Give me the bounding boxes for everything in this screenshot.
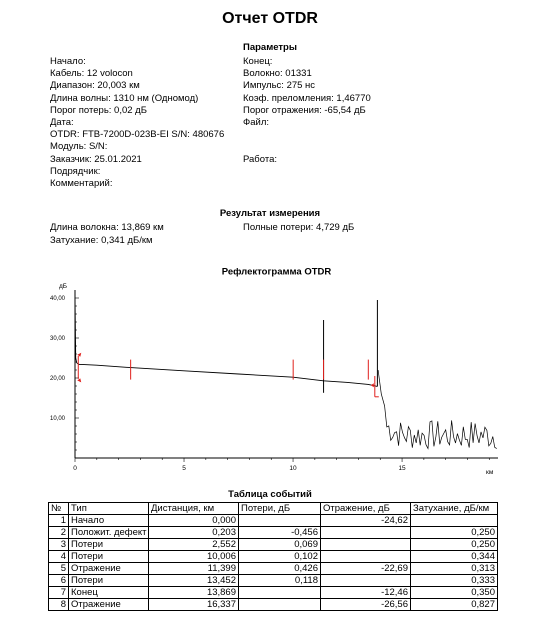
param-right-1: Волокно: 01331 xyxy=(243,68,312,80)
param-right-8: Работа: xyxy=(243,153,277,165)
param-left-0: Начало: xyxy=(50,56,86,67)
table-cell: 0,000 xyxy=(149,515,239,527)
events-heading: Таблица событий xyxy=(228,489,312,500)
table-cell: 0,333 xyxy=(411,575,498,587)
param-left-8: Заказчик: 25.01.2021 xyxy=(50,153,142,165)
table-cell: -26,56 xyxy=(321,599,411,611)
table-cell: 1 xyxy=(49,515,69,527)
table-cell xyxy=(321,527,411,539)
param-left-6: OTDR: FTB-7200D-023B-EI S/N: 480676 xyxy=(50,129,225,141)
trace-line xyxy=(75,298,377,386)
events-col-header: Дистанция, км xyxy=(149,503,239,515)
table-cell: 5 xyxy=(49,563,69,575)
y-tick-label: 40,00 xyxy=(50,296,66,302)
table-cell xyxy=(239,587,321,599)
table-cell: 0,250 xyxy=(411,539,498,551)
table-cell: -12,46 xyxy=(321,587,411,599)
table-cell xyxy=(411,515,498,527)
table-cell: 11,399 xyxy=(149,563,239,575)
table-cell: 0,069 xyxy=(239,539,321,551)
x-tick-label: 5 xyxy=(182,465,186,472)
y-tick-label: 20,00 xyxy=(50,376,66,382)
table-row xyxy=(49,527,498,539)
param-right-2: Импульс: 275 нс xyxy=(243,80,316,92)
table-cell: 16,337 xyxy=(149,599,239,611)
table-cell: 3 xyxy=(49,539,69,551)
table-cell: 0,102 xyxy=(239,551,321,563)
table-cell: 0,313 xyxy=(411,563,498,575)
table-cell xyxy=(239,515,321,527)
param-left-4: Порог потерь: 0,02 дБ xyxy=(50,104,147,116)
y-tick-label: 30,00 xyxy=(50,336,66,342)
table-row xyxy=(49,575,498,587)
table-cell: -22,69 xyxy=(321,563,411,575)
params-heading: Параметры xyxy=(243,42,297,53)
table-row xyxy=(49,599,498,611)
table-cell: -24,62 xyxy=(321,515,411,527)
table-cell xyxy=(321,575,411,587)
table-row xyxy=(49,587,498,599)
table-row xyxy=(49,515,498,527)
table-cell: 4 xyxy=(49,551,69,563)
table-cell: Положит. дефект xyxy=(69,527,149,539)
table-cell: 2,552 xyxy=(149,539,239,551)
y-unit-label: дБ xyxy=(59,283,68,290)
noise-tail xyxy=(378,370,497,449)
table-cell: Потери xyxy=(69,539,149,551)
table-cell xyxy=(239,599,321,611)
param-left-9: Подрядчик: xyxy=(50,165,101,177)
x-unit-label: км xyxy=(486,469,494,476)
param-right-4: Порог отражения: -65,54 дБ xyxy=(243,104,366,116)
events-table xyxy=(48,502,498,611)
table-cell: 0,350 xyxy=(411,587,498,599)
events-col-header: Отражение, дБ xyxy=(321,503,411,515)
x-tick-label: 10 xyxy=(289,465,297,472)
table-cell: Отражение xyxy=(69,563,149,575)
param-left-5: Дата: xyxy=(50,117,74,128)
table-cell: 13,869 xyxy=(149,587,239,599)
table-row xyxy=(49,551,498,563)
table-cell: 7 xyxy=(49,587,69,599)
param-left-7: Модуль: S/N: xyxy=(50,141,108,153)
table-cell: 10,006 xyxy=(149,551,239,563)
param-right-5: Файл: xyxy=(243,117,269,128)
x-tick-label: 15 xyxy=(398,465,406,472)
table-cell: 6 xyxy=(49,575,69,587)
x-tick-label: 0 xyxy=(73,465,77,472)
attenuation: Затухание: 0,341 дБ/км xyxy=(50,235,153,246)
events-col-header: № xyxy=(49,503,69,515)
report-title: Отчет OTDR xyxy=(222,10,318,27)
table-cell: 0,827 xyxy=(411,599,498,611)
end-marker-arrow xyxy=(371,383,374,387)
param-left-1: Кабель: 12 volocon xyxy=(50,68,133,80)
table-cell: 8 xyxy=(49,599,69,611)
param-right-3: Коэф. преломления: 1,46770 xyxy=(243,92,371,104)
table-cell: 2 xyxy=(49,527,69,539)
fiber-length: Длина волокна: 13,869 км xyxy=(50,222,164,233)
table-cell xyxy=(321,539,411,551)
param-left-3: Длина волны: 1310 нм (Одномод) xyxy=(50,92,199,104)
table-cell: Отражение xyxy=(69,599,149,611)
chart-title: Рефлектограмма OTDR xyxy=(221,268,332,278)
table-row xyxy=(49,563,498,575)
start-marker-arrow xyxy=(77,378,81,382)
table-cell: 0,344 xyxy=(411,551,498,563)
table-cell: 0,203 xyxy=(149,527,239,539)
otdr-trace-chart xyxy=(48,268,508,478)
table-cell: Конец xyxy=(69,587,149,599)
table-cell: Начало xyxy=(69,515,149,527)
y-tick-label: 10,00 xyxy=(50,416,66,422)
param-left-10: Комментарий: xyxy=(50,178,113,189)
table-row xyxy=(49,539,498,551)
table-cell: 13,452 xyxy=(149,575,239,587)
events-col-header: Тип xyxy=(69,503,149,515)
table-cell: 0,426 xyxy=(239,563,321,575)
table-cell xyxy=(321,551,411,563)
events-col-header: Потери, дБ xyxy=(239,503,321,515)
result-heading: Результат измерения xyxy=(219,208,321,219)
param-left-2: Диапазон: 20,003 км xyxy=(50,80,140,92)
table-cell: Потери xyxy=(69,575,149,587)
table-cell: -0,456 xyxy=(239,527,321,539)
param-right-0: Конец: xyxy=(243,56,273,67)
events-col-header: Затухание, дБ/км xyxy=(411,503,498,515)
events-header-row xyxy=(49,503,498,515)
table-cell: 0,118 xyxy=(239,575,321,587)
table-cell: Потери xyxy=(69,551,149,563)
table-cell: 0,250 xyxy=(411,527,498,539)
total-loss: Полные потери: 4,729 дБ xyxy=(243,222,355,233)
